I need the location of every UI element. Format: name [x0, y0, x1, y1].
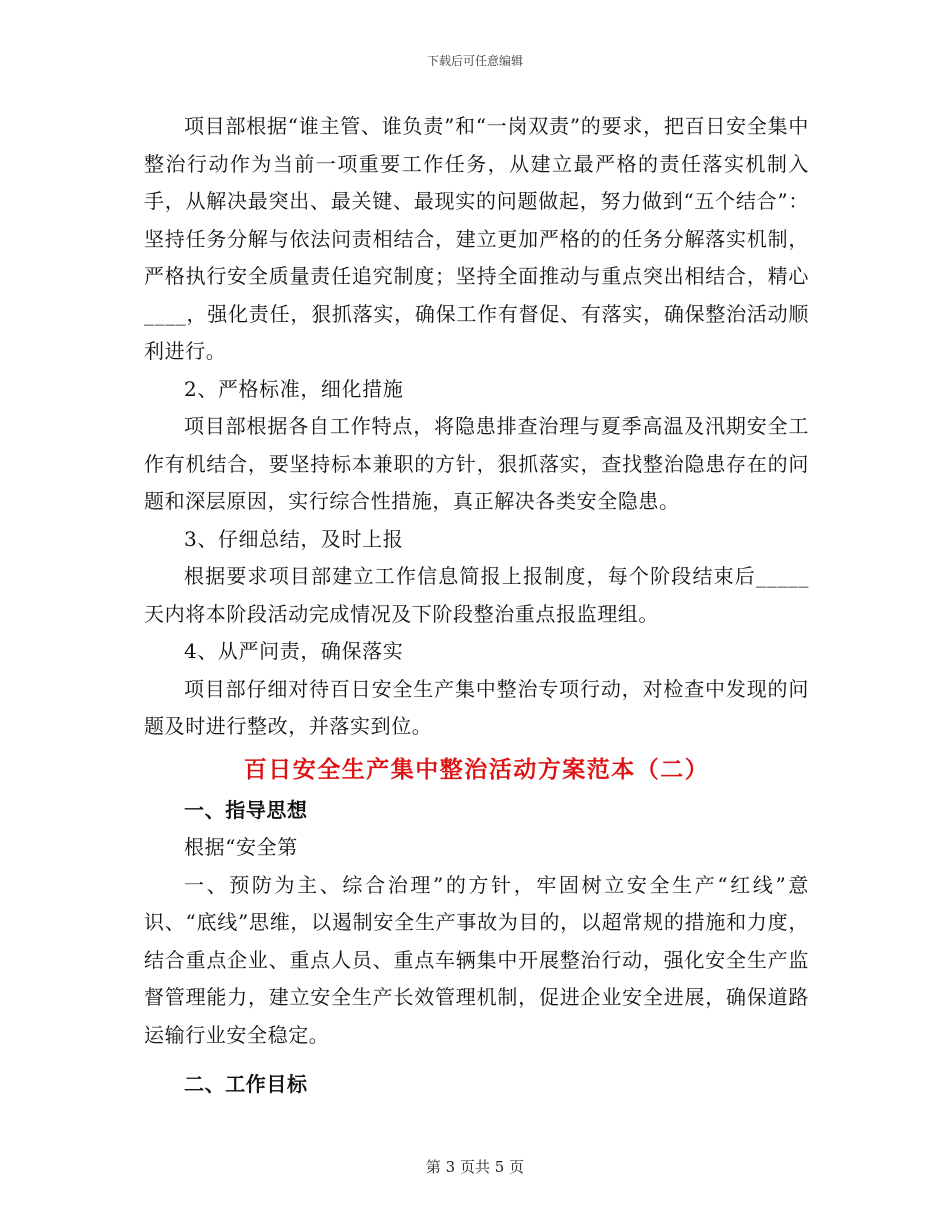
heading-guiding-ideology: 一、指导思想	[184, 797, 308, 822]
section-title: 百日安全生产集中整治活动方案范本（二）	[243, 755, 710, 783]
page-header: 下载后可任意编辑	[426, 54, 523, 68]
page-number: 第 3 页共 5 页	[425, 1158, 525, 1176]
paragraph-responsibility: 项目部根据“谁主管、谁负责”和“一岗双责”的要求，把百日安全集中整治行动作为当前一项重要工作任务，从建立最严格的责任落实机制入手，从解决最突出、最关键、最现实的问题做起，努力做到“五个结合”：坚持任务分解与依法问责相结合，建立更加严格的的任务分解落实机制，严格执行安全质量责任追究制度；坚持全面推动与重点突出相结合，精心____，强化责任，狠抓落实，确保工作有督促、有落实，确保整治活动顺利进行。	[144, 114, 809, 363]
document-body	[144, 108, 809, 1104]
paragraph-according-to: 根据“安全第	[184, 835, 298, 859]
heading-strict-standards: 2、严格标准，细化措施	[184, 376, 404, 401]
paragraph-rectification: 项目部仔细对待百日安全生产集中整治专项行动，对检查中发现的问题及时进行整改，并落实到位。	[144, 676, 809, 738]
paragraph-report-system: 根据要求项目部建立工作信息简报上报制度，每个阶段结束后_____天内将本阶段活动完成情况及下阶段整治重点报监理组。	[144, 564, 809, 626]
spacer	[144, 1054, 809, 1066]
heading-accountability: 4、从严问责，确保落实	[184, 639, 404, 663]
paragraph-hazard-inspection: 项目部根据各自工作特点，将隐患排查治理与夏季高温及汛期安全工作有机结合，要坚持标本兼职的方针，狠抓落实，查找整治隐患存在的问题和深层原因，实行综合性措施，真正解决各类安全隐患。	[144, 414, 809, 513]
heading-summary-report: 3、仔细总结，及时上报	[184, 526, 404, 551]
paragraph-policy: 一、预防为主、综合治理”的方针，牢固树立安全生产“红线”意识、“底线”思维，以遏制安全生产事故为目的，以超常规的措施和力度，结合重点企业、重点人员、重点车辆集中开展整治行动，强化安全生产监督管理能力，建立安全生产长效管理机制，促进企业安全进展，确保道路运输行业安全稳定。	[144, 872, 809, 1047]
heading-work-goals: 二、工作目标	[184, 1072, 308, 1096]
